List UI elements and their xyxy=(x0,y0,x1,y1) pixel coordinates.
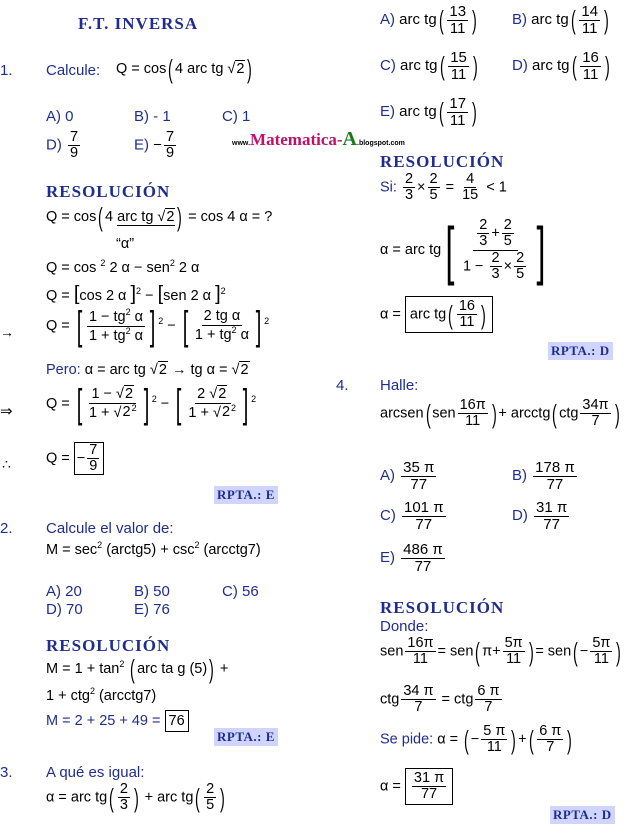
p2-option-b: B) 50 xyxy=(134,583,170,600)
p1-rpta: RPTA.: E xyxy=(214,486,278,504)
p1-option-c: C) 1 xyxy=(222,108,251,125)
p1-step-6: Q = [ $\frac{1 - √2}{1 + √2^2}$ ] $^2$ − [ $\frac{2 √2}{1 + √2^2}$ ] $^2$ xyxy=(46,382,257,426)
p1-resolution-heading: RESOLUCIÓN xyxy=(46,182,171,201)
p2-option-d: D) 70 xyxy=(46,601,83,618)
p2-step-3: M = 2 + 25 + 49 = 76 xyxy=(46,710,189,732)
p1-option-d: D) $\frac{7}{9}$ xyxy=(46,129,79,162)
problem-3-expression: α = arc tg( $\frac{2}{3}$ ) + arc tg( $\frac{2}{5}$ ) xyxy=(46,781,225,814)
therefore-icon: ∴ xyxy=(2,456,11,472)
problem-3-prompt: A qué es igual: xyxy=(46,764,145,781)
problem-3-number: 3. xyxy=(0,764,13,781)
p4-donde: Donde: xyxy=(380,618,429,635)
p1-option-a: A) 0 xyxy=(46,108,74,125)
p4-rpta: RPTA.: D xyxy=(550,806,615,824)
p1-option-b: B) - 1 xyxy=(134,108,171,125)
p4-option-d: D) $\frac{31 \pi}{77}$ xyxy=(512,499,568,533)
p4-step-2: ctg $\frac{34 \pi}{7}$ = ctg $\frac{6 \pi}{7}$ xyxy=(380,683,500,716)
p1-step-5: Pero: α = arc tg √2 → tg α = √2 xyxy=(46,362,249,378)
arrow-icon: → xyxy=(0,324,14,340)
p3-option-c: C) arc tg( $\frac{15}{11}$ ) xyxy=(380,49,478,83)
p2-resolution-heading: RESOLUCIÓN xyxy=(46,636,171,655)
problem-4-expression: arcsen( sen $\frac{16\pi}{11}$ ) + arcctg( ctg $\frac{34\pi}{7}$ ) xyxy=(380,397,620,430)
p1-step-3: Q = [cos 2 α ]$^2$ − [sen 2 α ]$^2$ xyxy=(46,283,226,305)
p4-step-3: Se pide: α = ( − $\frac{5 \pi}{11}$ ) +( $\frac{6 \pi}{7}$ ) xyxy=(380,723,573,756)
problem-2-prompt: Calcule el valor de: xyxy=(46,520,174,537)
p3-option-b: B) arc tg( $\frac{14}{11}$ ) xyxy=(512,3,609,37)
p4-option-a: A) $\frac{35 \pi}{77}$ xyxy=(380,459,435,493)
p1-answer: Q = − $\frac{7}{9}$ xyxy=(46,442,104,475)
p1-step-4: Q = [ $\frac{1 - tg^2 \alpha}{1 + tg^2 \alpha}$ ] $^2$ − [ $\frac{\text{2 tg α}}{1 + tg^2 \alpha}$ ] $^2$ xyxy=(46,304,270,348)
p4-option-b: B) $\frac{178 \pi}{77}$ xyxy=(512,459,575,493)
p1-step-1: Q = cos( 4 arc tg √2 ) = cos 4 α = ? xyxy=(46,202,273,232)
p3-option-e: E) arc tg( $\frac{17}{11}$ ) xyxy=(380,95,477,129)
problem-4-number: 4. xyxy=(336,377,349,394)
p2-step-2: 1 + ctg$^2$ (arcctg7) xyxy=(46,686,157,704)
p3-resolution-heading: RESOLUCIÓN xyxy=(380,152,505,171)
p4-option-e: E) $\frac{486 \pi}{77}$ xyxy=(380,541,443,575)
p1-step-2: Q = cos $^2$ 2 α − sen$^2$ 2 α xyxy=(46,258,200,276)
problem-4-prompt: Halle: xyxy=(380,377,419,394)
p3-answer: α = arc tg( $\frac{16}{11}$ ) xyxy=(380,296,493,333)
problem-2-number: 2. xyxy=(0,520,13,537)
problem-2-expression: $M = \sec^2$ (arctg5) + $\csc^2$ (arcctg7) xyxy=(46,540,261,558)
p3-rpta: RPTA.: D xyxy=(548,342,613,360)
p3-step-2: α = arc tg[ $\frac{2}{3}$ + $\frac{2}{5}$ 1 − $\frac{2}{3}$ × $\frac{2}{5}$ ] xyxy=(380,214,546,286)
p3-step-1: Si: $\frac{2}{3}$ × $\frac{2}{5}$ = $\frac{4}{15}$ < 1 xyxy=(380,171,507,204)
problem-1-number: 1. xyxy=(0,62,13,79)
p2-option-a: A) 20 xyxy=(46,583,82,600)
p4-answer: α = $\frac{31 \pi}{77}$ xyxy=(380,768,453,805)
page-title: F.T. INVERSA xyxy=(78,14,199,33)
p3-option-a: A) arc tg( $\frac{13}{11}$ ) xyxy=(380,3,477,37)
implies-icon: ⇒ xyxy=(0,403,13,420)
p1-option-e: E) − $\frac{7}{9}$ xyxy=(134,129,175,162)
p2-option-e: E) 76 xyxy=(134,601,170,618)
p3-option-d: D) arc tg( $\frac{16}{11}$ ) xyxy=(512,49,610,83)
problem-1-expression: Q = cos( 4 arc tg √2 ) xyxy=(116,54,253,84)
watermark-logo: www.Matematica-A.blogspot.com xyxy=(232,128,405,150)
p1-alpha-label: “α” xyxy=(116,236,135,252)
p2-rpta: RPTA.: E xyxy=(214,728,278,746)
p2-step-1: $M = 1 + \tan^2$ ( arc ta g (5)) + xyxy=(46,654,229,684)
problem-1-prompt: Calcule: xyxy=(46,62,101,79)
p2-option-c: C) 56 xyxy=(222,583,259,600)
p4-resolution-heading: RESOLUCIÓN xyxy=(380,598,505,617)
p4-step-1: sen $\frac{16\pi}{11}$ = sen( π+ $\frac{5\pi}{11}$ ) = sen( − $\frac{5\pi}{11}$ ) xyxy=(380,635,622,668)
p4-option-c: C) $\frac{101 \pi}{77}$ xyxy=(380,499,444,533)
